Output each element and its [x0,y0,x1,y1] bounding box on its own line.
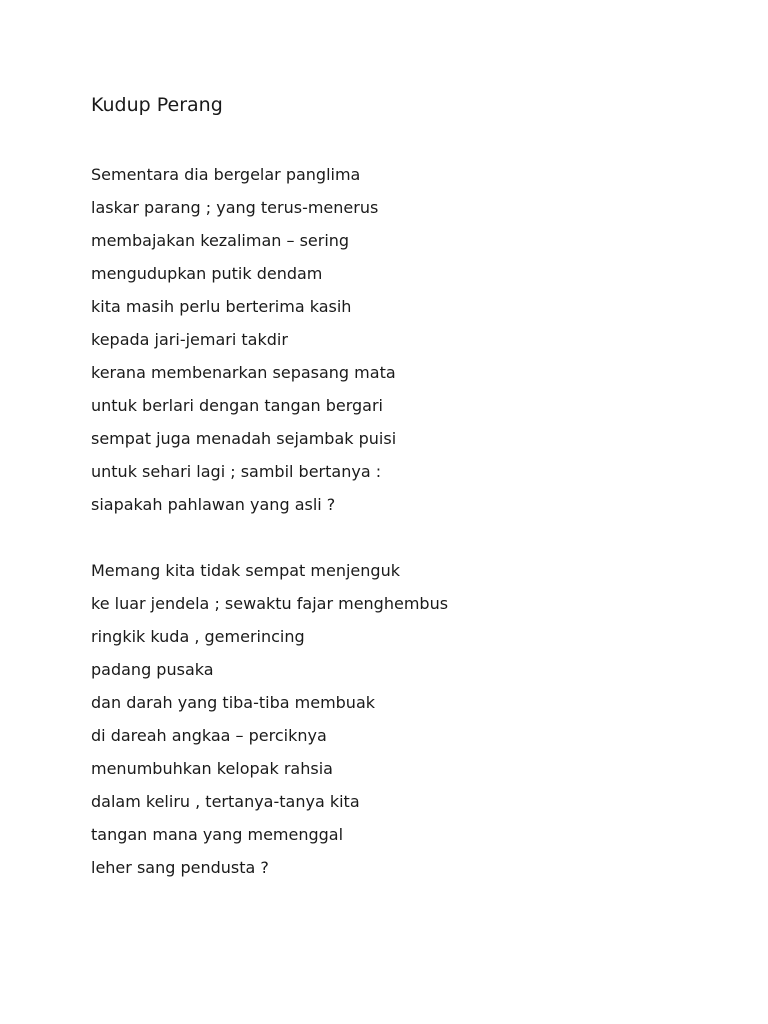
poem-line: Memang kita tidak sempat menjenguk [91,561,400,580]
poem-line: menumbuhkan kelopak rahsia [91,759,333,778]
poem-line: Sementara dia bergelar panglima [91,165,361,184]
poem-line: leher sang pendusta ? [91,858,269,877]
stanza-2 [91,554,728,884]
poem-line: membajakan kezaliman – sering [91,231,350,250]
poem-line: mengudupkan putik dendam [91,264,323,283]
poem-line: sempat juga menadah sejambak puisi [91,429,397,448]
stanza-1 [91,158,728,521]
poem-line: padang pusaka [91,660,214,679]
poem-line: di dareah angkaa – perciknya [91,726,327,745]
poem-line: untuk berlari dengan tangan bergari [91,396,383,415]
poem-line: dan darah yang tiba-tiba membuak [91,693,376,712]
poem-line: siapakah pahlawan yang asli ? [91,495,336,514]
poem-line: kita masih perlu berterima kasih [91,297,352,316]
poem-line: kerana membenarkan sepasang mata [91,363,396,382]
poem-line: laskar parang ; yang terus-menerus [91,198,379,217]
poem-line: ringkik kuda , gemerincing [91,627,305,646]
poem-line: ke luar jendela ; sewaktu fajar menghembus [91,594,449,613]
poem-line: dalam keliru , tertanya-tanya kita [91,792,360,811]
poem-line: tangan mana yang memenggal [91,825,344,844]
poem-title: Kudup Perang [91,94,223,116]
poem-line: kepada jari-jemari takdir [91,330,288,349]
document-page [91,90,728,917]
poem-line: untuk sehari lagi ; sambil bertanya : [91,462,382,481]
